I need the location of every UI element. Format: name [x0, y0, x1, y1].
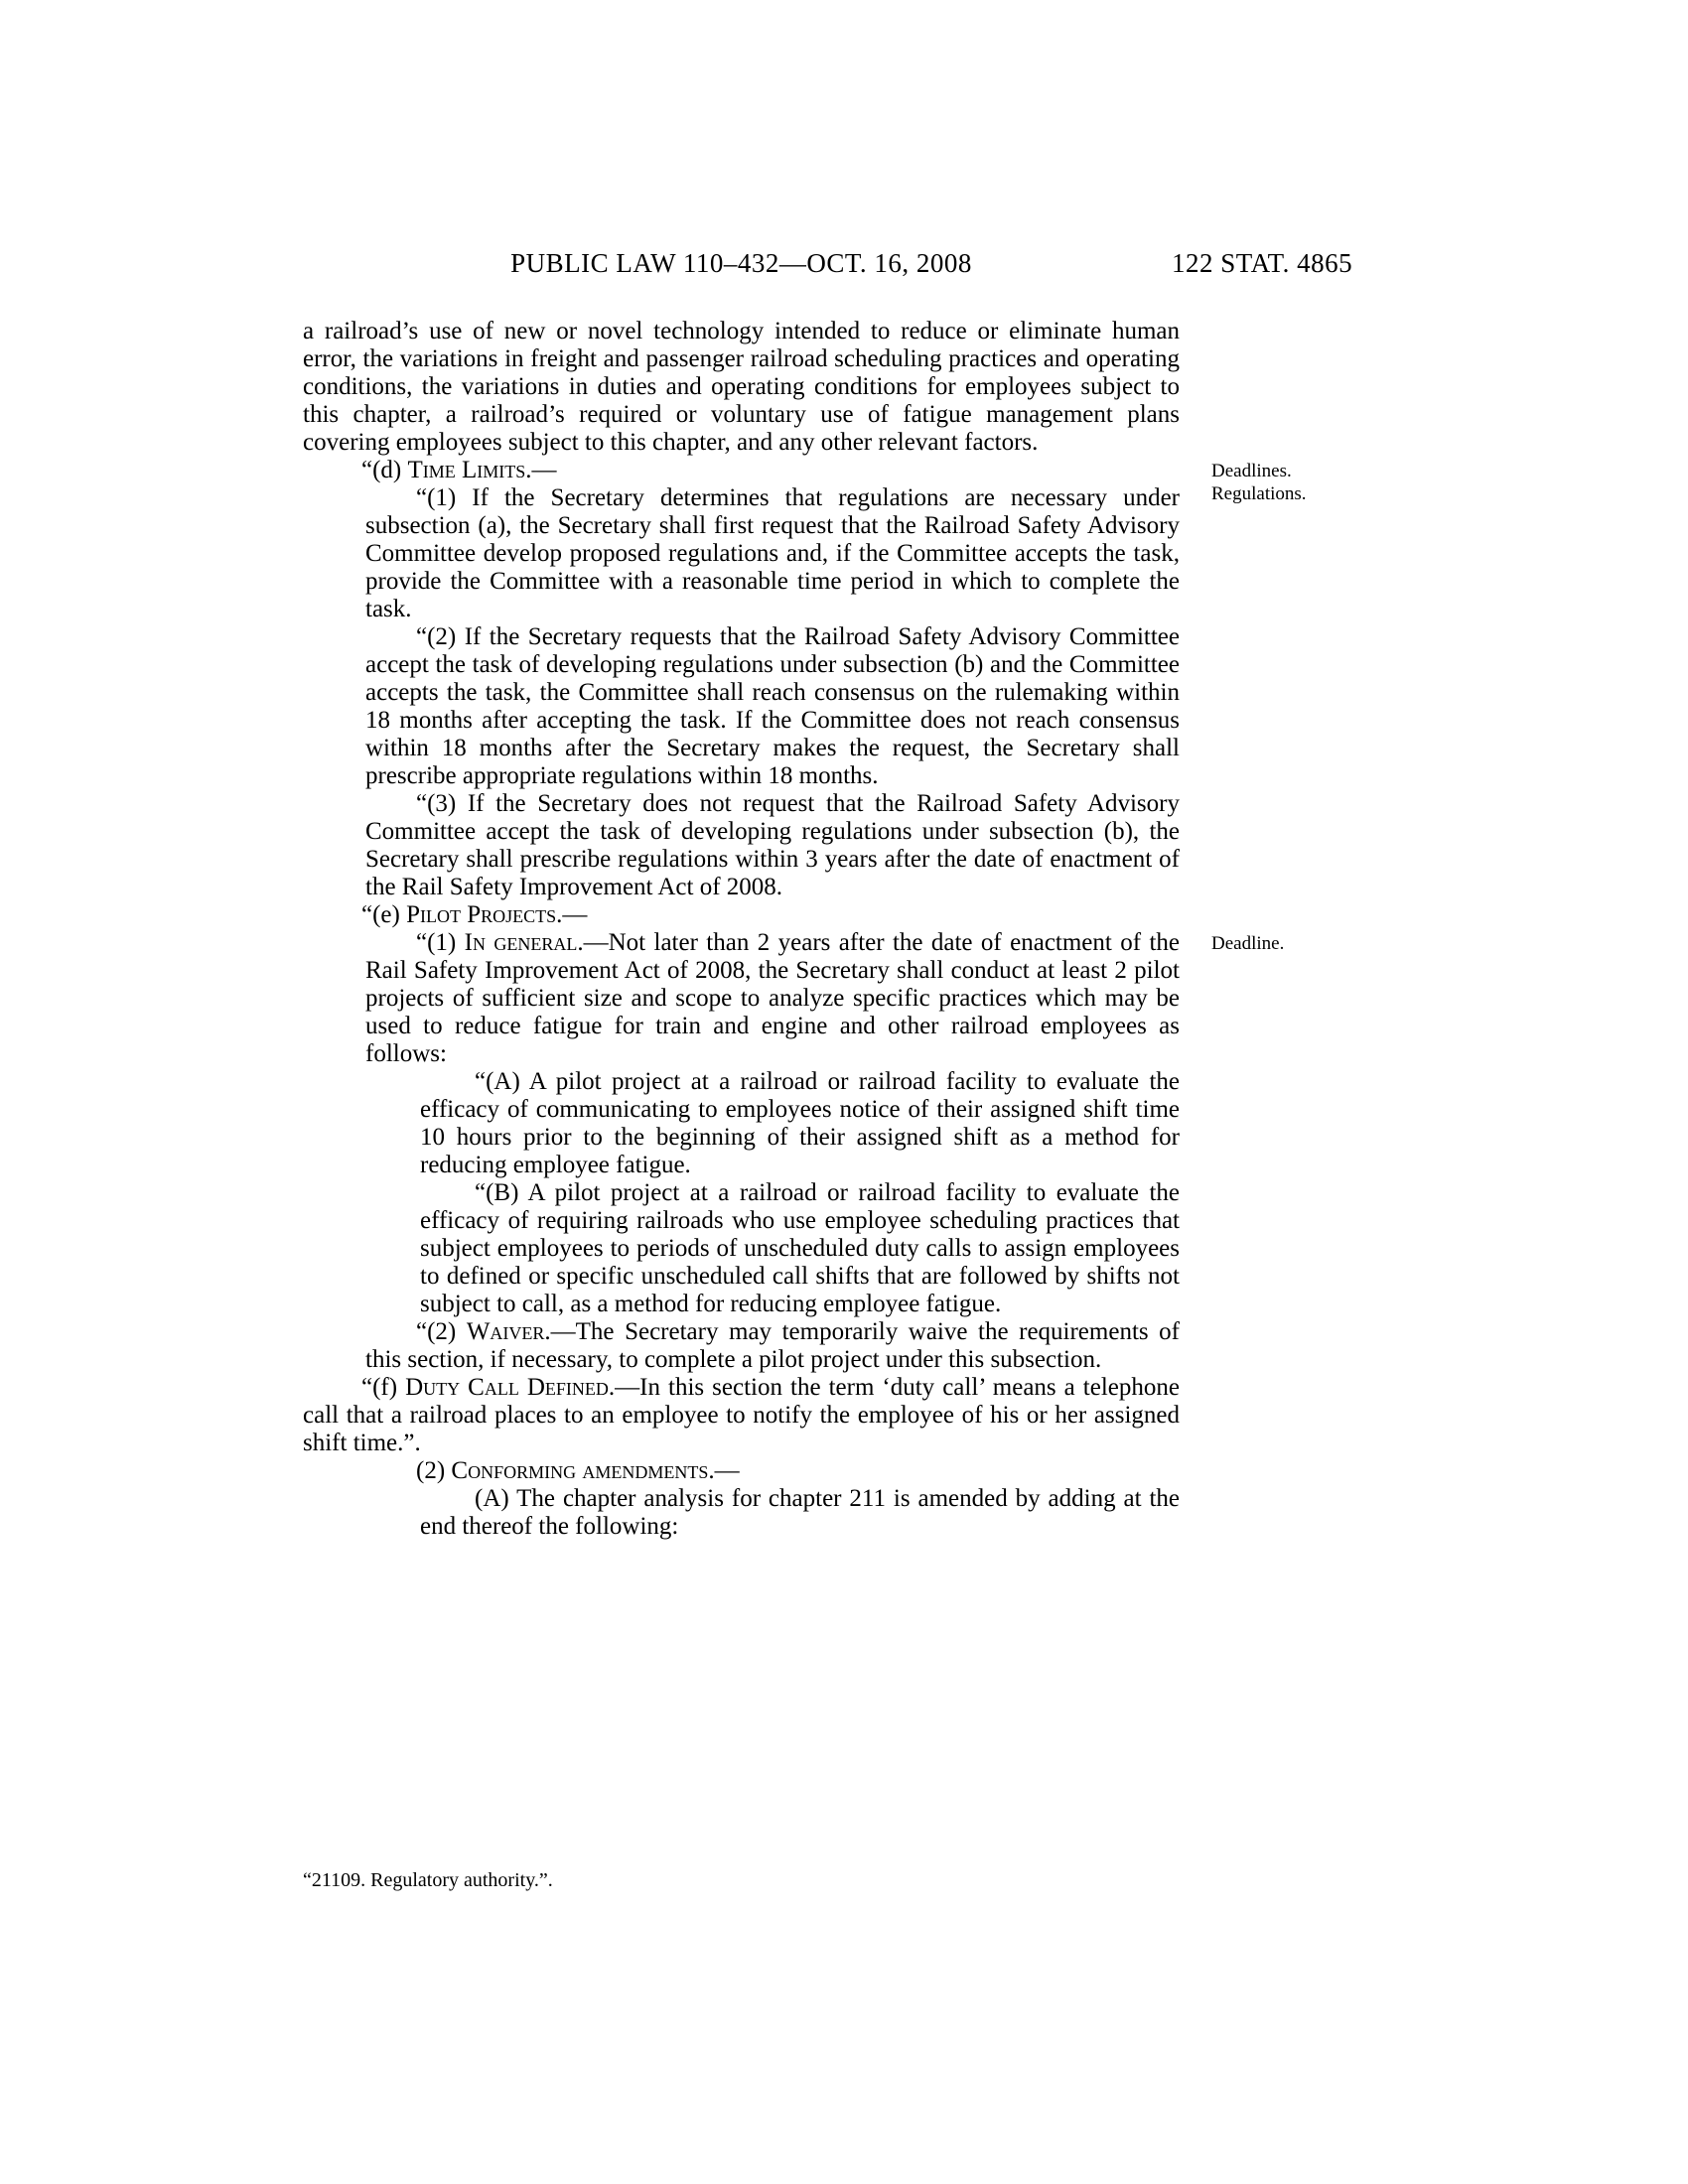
body-text: (2)	[416, 1457, 452, 1484]
statute-paragraph	[365, 623, 1180, 790]
margin-note	[1211, 460, 1470, 505]
paragraph-wrap	[303, 1179, 1180, 1318]
small-caps-heading-text: Pilot Projects	[406, 901, 557, 928]
body-text: .—Not later than 2 years after the date of enactment of the Rail Safety Improvement Act of 2008, the Secretary shall conduct at least 2 pilot projects of sufficient size and scope to analyze specific practices which may be used to reduce fatigue for train and engine and other railroad employees as follows:	[365, 929, 1181, 1067]
page-header-stat-number: 122 STAT. 4865	[1172, 248, 1353, 278]
paragraph-wrap	[303, 929, 1285, 1068]
paragraph-wrap	[303, 790, 1180, 901]
body-text: “(A) A pilot project at a railroad or railroad facility to evaluate the efficacy of communicating to employees notice of their assigned shift time 10 hours prior to the beginning of their assigned shift as a method for reducing employee fatigue.	[420, 1068, 1180, 1178]
paragraph-wrap	[303, 1457, 1180, 1485]
paragraph-wrap	[303, 484, 1180, 623]
body-text: “(1)	[416, 929, 465, 956]
margin-note-line: Deadlines.	[1211, 461, 1292, 481]
body-text: a railroad’s use of new or novel technology intended to reduce or eliminate human error, the variations in freight and passenger railroad scheduling practices and operating conditions, the variations in duties and operating conditions for employees subject to this chapter, a railroad’s required or voluntary use of fatigue management plans covering employees subject to this chapter, and any other relevant factors.	[303, 318, 1180, 456]
statute-paragraph	[420, 1068, 1180, 1179]
body-text: .—In this section the term ‘duty call’ means a telephone call that a railroad places to an employee to notify the employee of his or her assigned shift time.”.	[303, 1374, 1180, 1456]
statute-paragraph	[365, 484, 1180, 623]
small-caps-heading-text: Duty Call Defined	[405, 1374, 609, 1401]
paragraph-wrap	[303, 318, 1180, 457]
statute-paragraph	[365, 1318, 1180, 1374]
body-text: “(f)	[361, 1374, 406, 1401]
body-column	[303, 318, 1307, 1541]
paragraph-wrap	[303, 457, 1307, 504]
small-caps-heading-text: Conforming amendments	[451, 1457, 709, 1484]
margin-note-line: Regulations.	[1211, 483, 1307, 504]
paragraph-wrap	[303, 1485, 1180, 1541]
statute-paragraph	[365, 929, 1180, 1068]
page-header-law-title: PUBLIC LAW 110–432—OCT. 16, 2008	[510, 248, 972, 278]
body-text: (A) The chapter analysis for chapter 211 is amended by adding at the end thereof the following:	[420, 1485, 1180, 1540]
statute-paragraph	[303, 1374, 1180, 1457]
statute-paragraph	[303, 901, 1180, 929]
statute-paragraph	[365, 790, 1180, 901]
paragraph-wrap	[303, 623, 1180, 790]
statute-paragraph	[365, 1457, 1180, 1485]
small-caps-heading-text: Time Limits	[407, 457, 526, 483]
small-caps-heading-text: Waiver	[466, 1318, 545, 1345]
body-text: “(2)	[416, 1318, 467, 1345]
margin-note	[1211, 932, 1470, 955]
body-text: .—The Secretary may temporarily waive the requirements of this section, if necessary, to complete a pilot project under this subsection.	[365, 1318, 1180, 1373]
statute-paragraph	[303, 318, 1180, 457]
paragraph-wrap	[303, 1374, 1180, 1457]
body-text: “(3) If the Secretary does not request that the Railroad Safety Advisory Committee accept the task of developing regulations under subsection (b), the Secretary shall prescribe regulations within 3 years after the date of enactment of the Rail Safety Improvement Act of 2008.	[365, 790, 1180, 900]
body-text: “(d)	[361, 457, 408, 483]
paragraph-wrap	[303, 901, 1180, 929]
body-text: “(1) If the Secretary determines that regulations are necessary under subsection (a), the Secretary shall first request that the Railroad Safety Advisory Committee develop proposed regulations and, if the Committee accepts the task, provide the Committee with a reasonable time period in which to complete the task.	[365, 484, 1180, 622]
statute-paragraph	[420, 1179, 1180, 1318]
statute-paragraph	[303, 457, 1180, 484]
paragraph-wrap	[303, 1318, 1180, 1374]
body-text: “(B) A pilot project at a railroad or railroad facility to evaluate the efficacy of requiring railroads who use employee scheduling practices that subject employees to periods of unscheduled duty calls to assign employees to defined or specific unscheduled call shifts that are followed by shifts not subject to call, as a method for reducing employee fatigue.	[420, 1179, 1180, 1317]
margin-note-line: Deadline.	[1211, 933, 1285, 954]
body-text: .—	[525, 457, 557, 483]
paragraph-wrap	[303, 1068, 1180, 1179]
body-text: .—	[708, 1457, 740, 1484]
section-analysis-footnote: “21109. Regulatory authority.”.	[303, 1869, 553, 1891]
statute-paragraph	[420, 1485, 1180, 1541]
body-text: “(e)	[361, 901, 407, 928]
small-caps-heading-text: In general	[464, 929, 578, 956]
body-text: “(2) If the Secretary requests that the Railroad Safety Advisory Committee accept the task of developing regulations under subsection (b) and the Committee accepts the task, the Committee shall reach consensus on the rulemaking within 18 months after accepting the task. If the Committee does not reach consensus within 18 months after the Secretary makes the request, the Secretary shall prescribe appropriate regulations within 18 months.	[365, 623, 1180, 789]
body-text: .—	[556, 901, 588, 928]
